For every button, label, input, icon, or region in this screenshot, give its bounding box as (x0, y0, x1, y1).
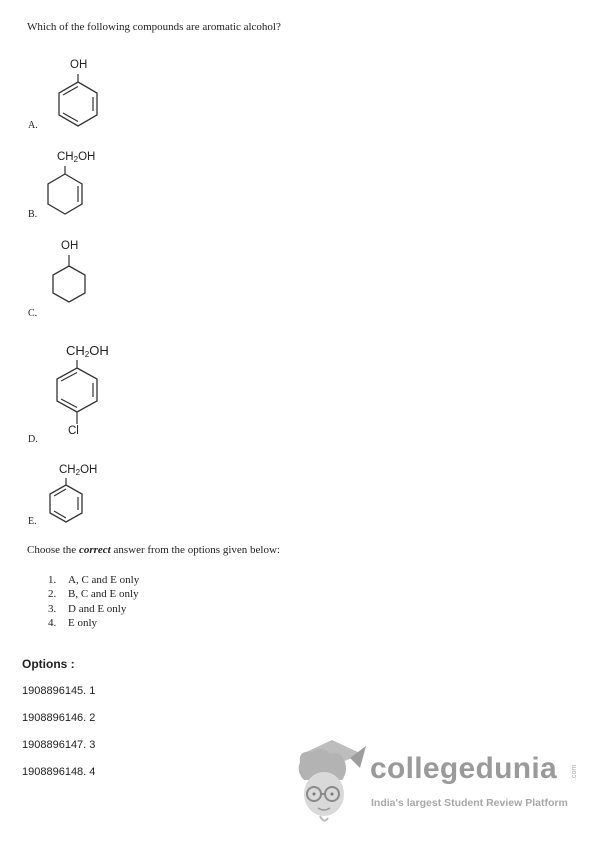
compound-e-label: E. (28, 516, 37, 527)
compound-d-label: D. (28, 434, 38, 445)
choice-text: D and E only (68, 602, 127, 615)
choice-text: B, C and E only (68, 588, 139, 601)
compound-d-structure (52, 360, 102, 424)
compound-b-structure (40, 166, 90, 216)
instruction-emphasis: correct (78, 544, 111, 556)
compound-c-structure (49, 255, 89, 307)
compound-a-substituent: OH (70, 59, 88, 71)
choice-number: 3. (48, 602, 57, 615)
compound-e-substituent: $CH_2OH$ (59, 464, 98, 477)
compound-e-structure (45, 478, 87, 526)
choice-item (48, 573, 139, 587)
choice-number: 4. (48, 616, 57, 629)
option-item-3: 1908896147. 3 (22, 739, 96, 751)
mascot-icon (290, 732, 370, 827)
logo-wordmark: collegedunia (370, 752, 557, 785)
option-item-2: 1908896146. 2 (22, 712, 96, 724)
instruction-text (27, 544, 280, 556)
logo-suffix: .com (571, 764, 578, 780)
choice-number: 2. (48, 588, 57, 601)
options-title: Options : (22, 657, 75, 671)
compound-b-label: B. (28, 209, 38, 220)
instruction-before: Choose the (27, 544, 79, 556)
instruction-after: answer from the options given below: (110, 544, 280, 556)
compound-c-label: C. (28, 308, 38, 319)
option-item-1: 1908896145. 1 (22, 685, 96, 697)
compound-a-label: A. (28, 120, 38, 131)
choice-item (48, 616, 139, 630)
compound-b-substituent: $CH_2OH$ (57, 151, 96, 164)
answer-choices (48, 573, 139, 630)
compound-a-structure (53, 74, 103, 128)
compound-d-substituent: $CH_2OH$ (66, 343, 109, 359)
option-item-4: 1908896148. 4 (22, 766, 96, 778)
question-text: Which of the following compounds are aromatic alcohol? (27, 21, 281, 33)
choice-item (48, 602, 139, 616)
choice-item (48, 587, 139, 601)
compound-d-chlorine: Cl (68, 425, 79, 437)
choice-number: 1. (48, 574, 57, 586)
choice-text: E only (68, 616, 98, 629)
compound-c-substituent: OH (61, 240, 79, 252)
logo-tagline: India's largest Student Review Platform (371, 797, 568, 809)
choice-text: A, C and E only (68, 574, 140, 586)
